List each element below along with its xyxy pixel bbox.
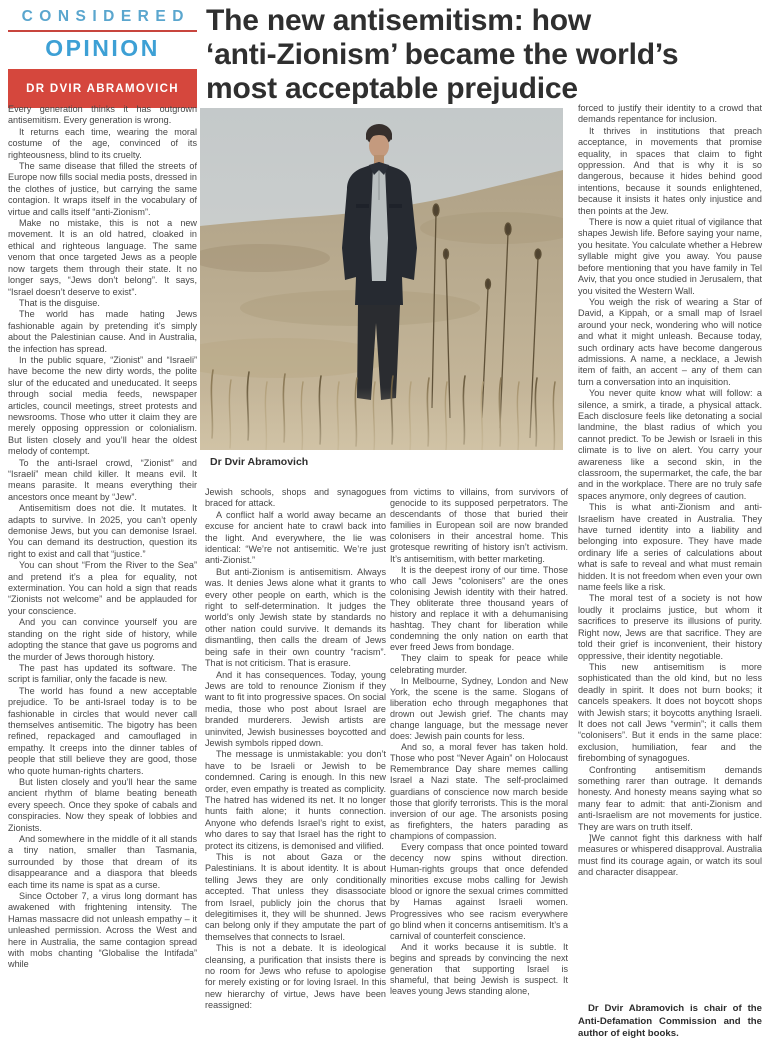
article-paragraph: But anti-Zionism is antisemitism. Always was. It denies Jews alone what it grants to every other people on earth, which is the right to self-determination. It judges the world’s only Jewish state by standards no other nation could survive. It demands its dismantling, then calls the dream of Jews being safe in their own country “racism”. That is not criticism. That is erasure. — [205, 566, 386, 669]
article-paragraph: A conflict half a world away became an excuse for ancient hate to crawl back into the light. And everywhere, the lie was identical: “We’re not antisemitic. We’re just anti-Zionist.” — [205, 509, 386, 566]
photo-caption: Dr Dvir Abramovich — [210, 456, 309, 468]
masthead — [8, 8, 197, 108]
article-paragraph: And you can convince yourself you are standing on the right side of history, while adopting the stance that gave us pogroms and the murder of Jews thorough history. — [8, 617, 197, 662]
article-paragraph: To the anti-Israel crowd, “Zionist” and “Israeli” mean child killer. It means evil. It means parasite. It means everything their ancestors once meant by “Jew”. — [8, 457, 197, 502]
article-paragraph: In Melbourne, Sydney, London and New York, the scene is the same. Slogans of liberation echo through megaphones that drown out Jewish grief. The chants may change language, but the message never does: Jewish pain counts for less. — [390, 675, 568, 742]
article-paragraph: And it has consequences. Today, young Jews are told to renounce Zionism if they want to fit into progressive spaces. On social media, those who post about Israel are branded murderers. Jewish artists are uninvited, Jewish businesses boycotted and Jewish symbols ripped down. — [205, 669, 386, 748]
article-paragraph: But listen closely and you’ll hear the same ancient rhythm of blame beating beneath every speech. Once they spoke of cabals and conspiracies. Now they speak of lobbies and Zionists. — [8, 776, 197, 833]
article-paragraph: And somewhere in the middle of it all stands a tiny nation, smaller than Tasmania, surrounded by those that dream of its disappearance and a diaspora that bleeds each time its name is spat as a curse. — [8, 834, 197, 890]
column-4-flow — [578, 103, 762, 879]
article-paragraph: Every generation thinks it has outgrown antisemitism. Every generation is wrong. — [8, 104, 197, 126]
article-paragraph: The world has made hating Jews fashionable again by pretending it’s simply about the Palestinian cause. And in Australia, the infection has spread. — [8, 309, 197, 354]
article-paragraph: Every compass that once pointed toward decency now spins without direction. Human-rights groups that once defended minorities excuse mobs calling for Jewish blood or ignore the sexual crimes committed by Hamas against Israeli women. Progressives who see racism everywhere go blind when it concerns antisemitism. It’s a carnival of counterfeit conscience. — [390, 842, 568, 941]
article-paragraph: from victims to villains, from survivors of genocide to its supposed perpetrators. The descendants of those that buried their families in European soil are now branded colonisers in their ancestral home. This grotesque rewriting of history isn’t activism. It’s antisemitism, with better marketing. — [390, 487, 568, 564]
article-paragraph: The world has found a new acceptable prejudice. To be anti-Israel today is to be fashionable in circles that would never call themselves antisemitic. The bigotry has been refined, repackaged and camouflaged in empathy. It creeps into the dinner tables of people that still believe they are good, those who quote human-rights charters. — [8, 685, 197, 776]
article-paragraph: This is not about Gaza or the Palestinians. It is about identity. It is about telling Jews they are only conditionally accepted. That unless they disassociate from Israel, publicly join the chorus that delegitimises it, they will be shunned. Jews can belong only if they amputate the part of themselves that connects to Israel. — [205, 852, 386, 942]
article-paragraph: The message is unmistakable: you don’t have to be Israeli or Jewish to be condemned. Caring is enough. In this new order, even empathy is treated as complicity. The hatred has widened its net. It no longer hunts faith alone; it hunts connection. Anyone who defends Israel’s right to exist, who dares to say that Israel has the right to protect its citizens, is demonised and vilified. — [205, 749, 386, 851]
article-paragraph: It is the deepest irony of our time. Those who call Jews “colonisers” are the ones colonising Jewish identity with their hatred. They obliterate three thousand years of history and replace it with a dehumanising hashtag. They chant for liberation while condemning the only nation on earth that ever freed Jews from bondage. — [390, 564, 568, 653]
article-paragraph: They claim to speak for peace while celebrating murder. — [390, 653, 568, 675]
article-column-4 — [578, 103, 762, 998]
column-3-flow — [390, 487, 568, 997]
article-paragraph: forced to justify their identity to a crowd that demands repentance for inclusion. — [578, 103, 762, 125]
article-headline — [206, 4, 766, 106]
headline-line: The new antisemitism: how — [206, 4, 592, 37]
article-paragraph: Since October 7, a virus long dormant has awakened with frightening intensity. The Hamas massacre did not unleash empathy – it unleashed permission. Across the West and here in Australia, the same contagion spread with mobs chanting “Globalise the Intifada” while — [8, 891, 197, 970]
article-paragraph: Make no mistake, this is not a new movement. It is an old hatred, cloaked in ethical and righteous language. The same venom that once targeted Jews as a people now targets them through their state. It no longer says, “Jews don’t belong”. It says, “Israel doesn’t deserve to exist”. — [8, 218, 197, 297]
article-paragraph: Antisemitism does not die. It mutates. It adapts to survive. In 2025, you can’t openly demonise Jews, but you can demonise Israel. You can demand its destruction, question its right to exist and call that “justice.” — [8, 503, 197, 559]
headline-line: most acceptable prejudice — [206, 72, 578, 105]
brand-opinion-label: OPINION — [45, 35, 160, 61]
article-paragraph: This is what anti-Zionism and anti-Israelism have created in Australia. They have turned identity into a liability and belonging into exposure. They have made ordinary life a series of calculations about what is safe to reveal and what must remain hidden. It is not freedom when even your own name feels like a risk. — [578, 502, 762, 593]
article-paragraph: And so, a moral fever has taken hold. Those who post “Never Again” on Holocaust Remembrance Day share memes calling Israel a Nazi state. The self-proclaimed guardians of conscience now march beside those that glorify terrorists. This is the moral inversion of our age. The arsonists posing as firefighters, the haters parading as champions of compassion. — [390, 742, 568, 841]
article-column-1 — [8, 104, 197, 1054]
author-name-box: DR DVIR ABRAMOVICH — [8, 69, 197, 108]
field-portrait-illustration — [200, 108, 563, 450]
article-paragraph: The past has updated its software. The script is familiar, only the facade is new. — [8, 662, 197, 685]
author-bio: Dr Dvir Abramovich is chair of the Anti-Defamation Commission and the author of eight books. — [578, 1003, 762, 1039]
article-paragraph: This is not a debate. It is ideological cleansing, a purification that insists there is no room for Jews who refuse to apologise for merely existing or for loving Israel. In this new hierarchy of virtue, Jews have been reassigned: — [205, 943, 386, 1011]
article-paragraph: Jewish schools, shops and synagogues braced for attack. — [205, 487, 386, 509]
article-paragraph: That is the disguise. — [19, 297, 100, 308]
article-paragraph: You weigh the risk of wearing a Star of David, a Kippah, or a small map of Israel around your neck, wondering who will notice and what it might unleash. Because today, such ordinary acts have become dangerous admissions. A name, a necklace, a Jewish item of faith, an accent – any of them can turn a conversation into an inquisition. — [578, 296, 762, 387]
article-paragraph: The moral test of a society is not how loudly it proclaims justice, but whom it sacrifices to preserve its illusions of purity. Right now, Jews are that sacrifice. They are told their grief is inconvenient, their history oppressive, their identity negotiable. — [578, 593, 762, 661]
article-paragraph: And it works because it is subtle. It begins and spreads by convincing the next generation that supporting Israel is shameful, that being Jewish is suspect. It leaves young Jews standing alone, — [390, 941, 568, 997]
column-2-flow — [205, 487, 386, 1012]
article-column-3 — [390, 487, 568, 1054]
article-paragraph: This new antisemitism is more sophisticated than the old kind, but no less deadly in spirit. It does not burn books; it cancels speakers. It does not boycott shops with Jewish stars; it boycotts anything Israeli. It does not call Jews “vermin”; it calls them “colonisers”. But it ends in the same place: exclusion, humiliation, fear and the firebombing of synagogues. — [578, 661, 762, 764]
article-paragraph: Confronting antisemitism demands something rarer than outrage. It demands honesty. And honesty means saying what so many fear to admit: that anti-Zionism and anti-Israelism are not movements for justice. They are wars on truth itself. — [578, 764, 762, 832]
headline-line: ‘anti-Zionism’ became the world’s — [206, 38, 679, 71]
article-paragraph: ]We cannot fight this darkness with half measures or whispered disapproval. Australia must find its courage again, or watch its soul and character disappear. — [578, 833, 762, 878]
column-1-flow — [8, 104, 197, 971]
article-paragraph: You never quite know what will follow: a silence, a smirk, a tirade, a physical attack. Each disclosure feels like detonating a social landmine, the blast radius of which you cannot predict. To be Jewish or Israeli in this climate is to live on alert. You carry your awareness like a second skin, in the classroom, the supermarket, the cafe, the bar and in the workplace. There are no truly safe spaces anymore, only degrees of caution. — [578, 388, 762, 501]
article-photo — [200, 108, 563, 450]
article-paragraph: The same disease that filled the streets of Europe now fills social media posts, dressed in the clothes of justice, but carrying the same contagion. It wraps itself in the vocabulary of virtue and calls itself “anti-Zionism”. — [8, 161, 197, 217]
article-paragraph: It thrives in institutions that preach acceptance, in movements that promise equality, in spaces that claim to fight oppression. And that is why it is so dangerous, because it hides behind good intentions, because it sounds enlightened, because it insists it hates only injustice and then points at the Jew. — [578, 125, 762, 216]
article-paragraph: There is now a quiet ritual of vigilance that shapes Jewish life. Before saying your name, you hesitate. You calculate whether a Hebrew syllable might give you away. You pause before mentioning that you have family in Tel Aviv, that you once studied in Jerusalem, that you visited the Western Wall. — [578, 217, 762, 296]
article-paragraph: You can shout “From the River to the Sea” and pretend it’s a plea for equality, not extermination. You can hold a sign that reads “Zionists not welcome” and be applauded for your conscience. — [8, 560, 197, 616]
article-column-2 — [205, 487, 386, 1054]
article-paragraph: In the public square, “Zionist” and “Israeli” have become the new dirty words, the polite slur of the educated and uneducated. It seeps through social media feeds, newspaper articles, council meetings, street protests and newsrooms. Those who utter it claim they are merely opposing oppression or colonialism. But listen closely and you’ll hear the oldest melody of contempt. — [8, 354, 197, 457]
article-paragraph: It returns each time, wearing the moral costume of the age, convinced of its righteousness, blind to its cruelty. — [8, 126, 197, 160]
brand-considered-label: CONSIDERED — [8, 8, 197, 32]
